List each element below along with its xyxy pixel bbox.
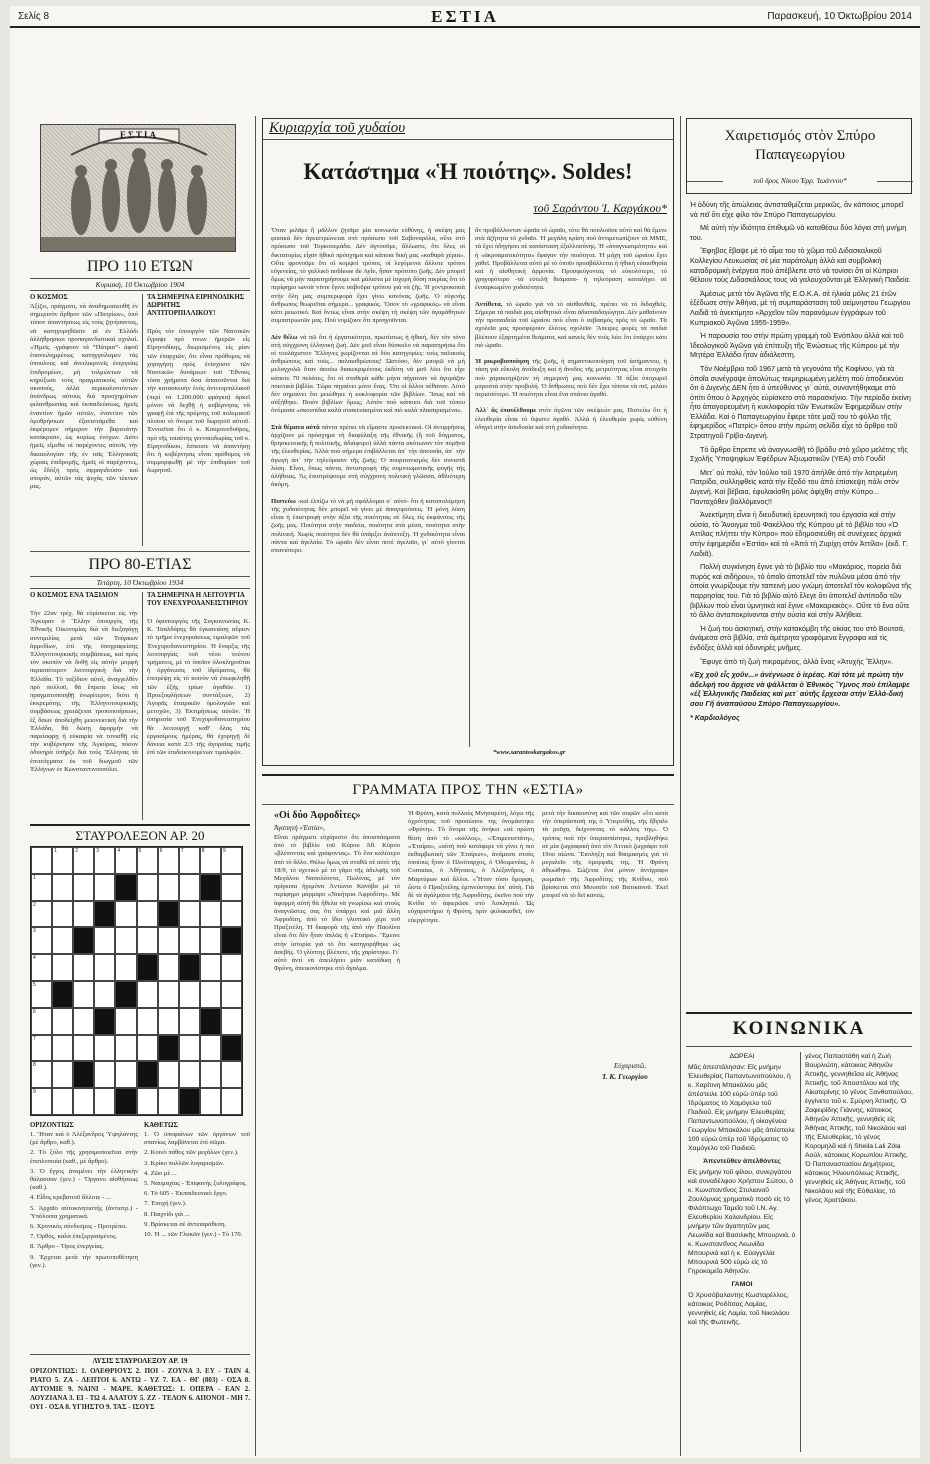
crossword-cell [158, 901, 179, 928]
before-110-left-head: Ο ΚΟΣΜΟΣ [30, 294, 68, 301]
tribute-footnote: * Καρδιολόγος [690, 712, 740, 722]
across-clue: 2. Τὸ ξύλο τῆς χρησιμοποιεῖται στὴν ἐπιπλοποιία (καθ., μὲ ἄρθρο). [30, 1149, 138, 1165]
crossword-cell [115, 981, 136, 1008]
crossword-across-head: ΟΡΙΖΟΝΤΙΩΣ [30, 1122, 74, 1129]
crossword-down-list [144, 1131, 250, 1349]
donations-head: ΔΩΡΕΑΙ [729, 1053, 755, 1060]
crossword-cell [158, 1061, 179, 1088]
crossword-cell [94, 954, 115, 981]
crossword-solution-title: ΛΥΣΙΣ ΣΤΑΥΡΟΛΕΞΟΥ ΑΡ. 19 [92, 1357, 188, 1365]
crossword-cell [200, 1035, 221, 1062]
tribute-p3: Ἔφηβος ἔβαψε μὲ τὸ αἷμα του τὸ χῶμα τοῦ Διδασκαλικοῦ Κολλεγίου Λευκωσίας σὲ μία παράτολμη ἀλλὰ καὶ συμβολικὴ καταδρομικὴ ἐνέργεια ποὺ ἀπέβλεπε στὸ νὰ τονίσει ὅτι οἱ Κύπριοι θέλουν τοὺς Διδασκάλους τους νὰ γαλουχοῦνται μὲ Ἑλληνικὴ Παιδεία. [690, 246, 911, 285]
crossword-cell: 8 [31, 1061, 52, 1088]
crossword-cell [52, 1088, 73, 1115]
article-col-b: ἂν προβάλλονταν ὡραῖα τὸ ὡραῖο, τότε θὰ πουλιοῦσε αὐτὸ καὶ θὰ ἔμενε στὰ ἀζήτητα τὸ χυδαῖο. Ἡ μεγάλη κρίση ποὺ ἀντιμετωπίζουν τὰ ΜΜΕ, τὰ ἔχει ὁδηγήσει σὲ κατάσταση ἐξαλλοσύνης. Ἡ «ἀναγνωσιμότητα» καὶ ἡ «ἀκροαματικότητα» ἔφαγαν τὴν ποιότητα. Ἡ μάχη τοῦ ὡραίου ἔχει χαθεῖ. Προβάλλεται αὐτὸ μὲ τὸ ὁποῖο προσβάλλεται ἡ ἠθικὴ εὐαισθησία καὶ ἡ αἰσθητικὴ ἁρμονία. Προσφεύγοντας τὸ εὐκολότερο, τὸ γρηγορότερο -τὰ εὐτελῆ θεάματα- ἡ τηλεόραση καταλήγει σὲ ἐνσαρκωμένο χυδαιότητα. Ἀντίθετα, τὸ ὡραῖο γιὰ νὰ τὸ αἰσθανθεῖς, πρέπει νὰ τὸ διδαχθεῖς. Σήμερα τὰ παιδιὰ μας αἰσθητικὰ εἶναι ἀδιαπαιδαγώγητα. Δὲν μαθαίνουν τὴν προπαιδεία τοῦ ὡραίου ποὺ εἶναι ὁ σεβασμὸς πρὸς τὸ ὡραῖο. Τὰ σχολεῖα μας προσφέρουν ἐλέους σχολεῖα· Ἄπειρες φορὲς τὰ παιδιὰ βλέπουν ἐξαρτημένα θεάματα, καὶ κανεὶς δὲν τοὺς λέει ὅτι ὑπάρχει κάτι πιὸ ὡραῖο. Ἡ μικροβιοποίηση τῆς ζωῆς, ἡ σημαντικοποίηση τοῦ ἀσήμαντου, ἡ τάση γιὰ εὔκολη ἀνάδειξη καὶ ἡ ἄνοδος τῆς μετριότητας εἶναι στοιχεῖα ποὺ χαρακτηρίζουν τὴ σημερινή μας κοινωνία. Ἡ ἀξία ὑποχωρεῖ μπροστὰ στὴν προβολή. Ὁ ἄνθρωπος ποὺ δὲν ἔχει τίποτα νὰ πεῖ, μιλάει περισσότερο. Ἡ ποιότητα εἶναι ἕνα σπάνιο ἀγαθό. Ἀλλ᾽ ἂς ἐπανέλθουμε στὸν ἀγῶνα τῶν σκέψεών μας. Πιστεύω ὅτι ἡ ἐλευθερία εἶναι τὸ ὕψιστο ἀγαθό. Ἀλλὰ ἡ ἐλευθερία χωρὶς εὐθύνη ὁδηγεῖ στὴν ἀσυδοσία καὶ στὴ χυδαιότητα. [475, 227, 667, 431]
down-clue: 7. Ἐποχή (γεν.). [144, 1200, 187, 1208]
crossword-cell [221, 981, 242, 1008]
letters-section [262, 774, 674, 1452]
crossword-cell: 5 [137, 847, 158, 874]
before-80-right-head: ΤΑ ΣΗΜΕΡΙΝΑ Η ΛΕΙΤΟΥΡΓΙΑ ΤΟΥ ΕΝΕΧΥΡΟΔΑΝΕΙΣΤΗΡΙΟΥ [147, 592, 249, 607]
crossword-cell [179, 901, 200, 928]
letter-salutation: Ἀγαπητή «Ἑστία», [274, 824, 325, 832]
crossword-cell: 2 [31, 901, 52, 928]
letter-col-a: Εἶναι πράγματι εὐχάριστο ὅτι ἀποσπάσματα ἀπὸ τὸ βιβλίο τοῦ Κύρου Ἀθ. Κύρου «βλέποντας καὶ γράφοντας». Τὸ ἔνα καλύτερο ἀπὸ τὸ ἄλλο. Θέλω ὅμως νὰ σταθῶ σὲ αὐτὸ τῆς 18/9, τὸ σχετικὸ μὲ τὸ γάμο τῆς ἀδελφῆς τοῦ Μεγάλου Ναπολέοντα, Πωλίνας, μὲ τὸν πρίγκιπα ἡγεμόνα Ἀντώνιο Κανόβα μὲ τὸ περίφημο μάρμαρο «Νικήτρια Ἀφροδίτη». Μὲ ἀφορμὴ αὐτὴ θὰ ἤθελα νὰ γνωρίσω καὶ στοὺς ἀναγνῶστες σας ὅτι ὑπάρχει καὶ μιὰ ἄλλη Ἀφροδίτη, ἀπὸ τὸ ἴδιο γλυπτικὸ χέρι τοῦ Πραξιτέλη. Ἡ διαφορὰ τῆς ἀπὸ τὴν Παολίνα εἶναι ὅτι δὲν ἦταν ἀπλῶς ἡ «Ἑταίρα». Ἔμεινε στὴν ἱστορία γιὰ τὸ ὅτι κατηγορήθηκε ὡς ἀσεβής. Ὁ γλύπτης βλέπετε, τῆς χαρίστηκε. Γι᾽ αὐτὸ ἀντὶ νὰ ἀπειλήσει μιὰν κατάδικη ἡ Φρύνη, ἀπεικονίστηκε στὸ ἄγαλμα. [274, 834, 400, 973]
crossword-cell [52, 1008, 73, 1035]
down-clue: 5. Ναυμαχίας - Ἐπιφανὴς ξυλογράφος. [144, 1180, 248, 1188]
crossword-cell [94, 1061, 115, 1088]
letter-sign-1: Εὐχαριστῶ, [614, 1062, 647, 1070]
crossword-cell [179, 981, 200, 1008]
crossword-cell [94, 1035, 115, 1062]
down-clue: 1. Ὁ ὑποφαίνων τῶν ὀργάνων τοῦ σπανίως λαμβάνεται ἐπὶ σῶμα. [144, 1131, 250, 1147]
down-clue: 8. Παιχνίδι γιὰ ... [144, 1210, 190, 1218]
crossword-cell [200, 927, 221, 954]
hestia-engraving [40, 124, 236, 252]
crossword-cell [200, 954, 221, 981]
crossword-cell [115, 954, 136, 981]
crossword-cell [179, 1035, 200, 1062]
crossword-cell [179, 874, 200, 901]
crossword-cell [221, 1008, 242, 1035]
crossword-cell: 7 [31, 1035, 52, 1062]
crossword-cell [52, 874, 73, 901]
social-left [688, 1052, 796, 1452]
tribute-box [686, 118, 912, 194]
crossword-cell [200, 874, 221, 901]
crossword-cell: 8 [200, 847, 221, 874]
crossword-cell [94, 1088, 115, 1115]
crossword-cell [200, 981, 221, 1008]
engraving-art [41, 125, 236, 252]
crossword-cell [94, 981, 115, 1008]
crossword-cell: 9 [31, 1088, 52, 1115]
article-col-a: Ὅταν μιλᾶμε ἢ μᾶλλον ζητᾶμε μία κοινωνία εὐθύνης, ἡ σκέψη μας φυσικὰ δὲν ἀγκιστρώνεται στὸ πρόσωπο τοῦ Σαβοναρόλα, οὔτε στὸ πρόσωπο τοῦ Τορκουεμάδα. Δὲν ἀγνοοῦμε, ἄλλωστε, ὅτι ὅλες οἱ δικτατορίες εἶχαν ἠθικὸ πρόσχημα καὶ κάποια δική μας «καθαρὰ χέρια». Οὔτε φρονοῦμε ὅτι οἱ κομψοὶ τρόποι, οἱ λεγόμενοι ἄλλοτε τρόποι εὐγενείας, τὸ γαλλικὸ noblesse de Ayle, ἦσαν πρότυπο ζωῆς. Δὲν μπορεῖ ὅμως νὰ μὴν παρατηρήσουμε καὶ μάλιστα μὲ ἰσχυρή δόση πικρίας ὅτι τὸ περίφημο savoir vivre ἔγινε σαβοῦρα τρόπου γιὰ νὰ ζῆς. Ἡ χοντροκοπιὰ στὴν ὅλη μας συμπεριφορὰ ἔχει γίνει κανόνας ζωῆς. Ὁ εὐγενὴς ἄνθρωπος θεωρεῖται σήμερα... γραφικός. Ὅσον τὸ «γραφικὸς» νὰ εἶναι κάτι μειωτικό. Καὶ ὄντως εἶναι στὴν σκέψη τὴ σκέψη τῶν ἀγαμάθητων συμπατριωτῶν μας. Ποὺ νομίζουν ὅτι προηγοῦνται. Δὲν θέλω νὰ πῶ ὅτι ἡ ἐργατικότητα, πρωτίστως ἡ ἠθική, δὲν τὸν τόνο στὴ σύγχρονη ἑλληνικὴ ζωή. Δὲν μοῦ εἶναι δύσκολο νὰ παρατηρήσω ὅτι οἱ τουλάχιστον Ἕλληνες χωρίζονται σὲ δύο κατηγορίες: τοὺς παλαιοὺς ἀνθρώπους καὶ τούς... παλαιοθρώπους! Ὡστόσο, δὲν μπορῶ νὰ μὴ μελαγχολῶ ὅταν ἀκούω διακεκριμένους ἐκδότη νὰ μοῦ λέει ὅτι εἶχε κάποτε 70 πελάτες, ὅτι οἱ σταθερὰ κάθε μήνα πήγαιναν νὰ ἀγοράζαν ποιοτικὰ βιβλία. Τώρα πηγαίνει μόνο ἕνας. Ὅτι οἱ ἄλλοι πέθαναν. Αὐτὸ δὲν σημαίνει ὅτι μειώθηκε ἡ κυκλοφορία τῶν βιβλίων. Ἴσως καὶ νὰ αὐξήθηκε. Ποιὸν βιβλίων ὅμως; Αὐτὸν ποὺ κάποιοι διὰ τοῦ τύπου ὁνόμασα «σκουπίδια καλά συσκευασμένα καὶ πιὸ καλὰ πλασαρισμένα». Στὰ θέματα αὐτά πάντα πρέπει νὰ εἴμαστε προσεκτικοί. Οἱ ἀντιρρήσεις ἀρχίζουν μὲ πρόσχημα τὴ διαφύλαξη τῆς ἐθνικῆς (ἢ τοῦ δόγματος, θρησκευτικῆς ἢ πολιτικῆς, ἀδιάφορο) ἀλλὰ πάντα σκότωναν τὸν πυρῆνα τῆς ἐλευθερίας. Ἀλλὰ ποὺ σήμερα ἐπιβάλλεται ἀπ᾽ τὴν ἀπουσία, ἀπ᾽ τὴν ἀγωγὴ ἀπ᾽ τὴν τηλεόρασιν τῆς ζωῆς; Ὁ πουριτανισμὸς δὲν συνιστᾶ λύση. Εἶναι, ὅπως πάντα, ἀντιστροφὴ τῆς συμπτωματικῆς φυγῆς τῆς ἀλήθειας. Ἂς ἐπιστρέψουμε στὴ σύγχρονη πολιτικὴ γλῶσσα, ἀθλιότερη ἀκόμη. Πιστεύω -καὶ ἐλπίζω τὸ νὰ μὴ σφάλλομαι σ᾽ αὐτό- ὅτι ἡ καταπολέμηση τῆς χυδαιότητας δὲν μπορεῖ νὰ γίνει μὲ ἀπαγορεύσεις. Ἡ μόνη λύση εἶναι ἡ ἐπιστροφὴ στὴν ἀξία τῆς ποιότητας σὲ ὅλες τὶς ἐκφάνσεις τῆς ζωῆς μας. Ποιότητα στὴν παιδεία, ποιότητα στὰ μέσα, ποιότητα στὴν πολιτική. Χωρὶς ποιότητα δὲν θὰ ὑπάρξει ἀνάπτυξη. Ἡ χυδαιότητα εἶναι πάντα καὶ ἀγελαία. Τὸ ὡραῖο δὲν εἶναι ποτὲ ἀγελαῖο, γι᾽ αὐτὸ γίνεται σπανιότερο. [271, 227, 465, 554]
crossword-grid [30, 846, 243, 1116]
crossword-cell [200, 1008, 221, 1035]
before-80-title: ΠΡΟ 80-ΕΤΙΑΣ [88, 556, 192, 573]
crossword-cell [73, 954, 94, 981]
crossword-cell [221, 927, 242, 954]
letter-subtitle: «Οἱ δύο Ἀφροδίτες» [274, 810, 361, 821]
tribute-p6: Τὸν Νοέμβριο τοῦ 1967 μετὰ τὰ γεγονότα τῆς Κοφίνου, γιὰ τὰ ὁποῖα συνέγραψε ἀπολύτως τεκμηριωμένη μελέτη ποὺ ἀποδεικνύει ὅτι ὁ Διγενὴς ΔΕΝ ἦτο ὁ ὑπεύθυνος γι᾽ αὐτά, συναντήθηκαμε στὸ ὀπίτι ὅπου ὁ Ἀρχηγὸς εὑρίσκετο στὸ παρασκήνιο. Τὴν περίοδο ἐκείνη ἦτο ἀπαγορευμένη ἡ κυκλοφορία τῶν Ἐνωτικῶν Ἐφημερίδων στὴν Ἑλλάδα. Καὶ ὁ Παπαγεωργίου ἔφερε τότε μαζί του τὸ φύλλο τῆς ἐφημερίδος «Πατρίς» ὅπου στὴν πρώτη σελίδα εἶχε τὸ ἄρθρο τοῦ Στρατηγοῦ Γρίβα-Διγενή. [690, 363, 911, 441]
crossword-cell [73, 901, 94, 928]
across-clue: 5. Ἀρχαῖο αὐτοκινητιστής (ἀντιστρ.) - Ὑπόλοιπα χρηματικά. [30, 1204, 138, 1220]
crossword-cell: 6 [158, 847, 179, 874]
tribute-byline: τοῦ δρος Νίκου Έρρ. Ἰωάννου* [753, 176, 847, 185]
weddings-head: ΓΑΜΟΙ [731, 1281, 753, 1288]
tribute-title: Χαιρετισμός στὸν Σπύρο Παπαγεωργίου [724, 128, 876, 163]
down-clue: 6. Τὸ 605 - Ἐκπαιδευτικὸ ἔργο. [144, 1190, 228, 1198]
tribute-p10: Πολλὴ συγκίνηση ἔγινε γιὰ τὸ βιβλίο του «Μακάριος, πορεία διὰ πυρὸς καὶ σιδήρου», τὸ ὁποῖο ἀποτελεῖ τὸν πυλῶνα μέσα ἀπὸ τὴν ὁποία γνωρίζουμε τὴν ταπεινὴ μου γνώμη ἀποτελεῖ τὸν κολοφῶνα τῆς παρρησίας του. Γιὰ τὸ βιβλίο αὐτὸ ἔλεγε ὅτι ἀποτελεῖ ἀντίποδα τῶν βιβλίων ποὺ εἶναι ὑμνητικὰ καὶ ἔγινε «Μακαριακός». Οὔτε τὸ ἕνα οὔτε τὸ ἄλλο ἀνταποκρίνονται στὴν οὐσία καὶ στὴν Ἀλήθεια. [690, 562, 912, 620]
crossword-cell [221, 1035, 242, 1062]
crossword-cell [137, 901, 158, 928]
crossword-cell [115, 1061, 136, 1088]
memorial-body: Εἰς μνήμην τοῦ φίλου, συνεργάτου καὶ συναδέλφου Χρήστου Σώτου, ὁ κ. Κωνσταντῖνος Στυλιανοῦ Ζουλόμνας χρηματικὸ ποσὸ εἰς τὸ Φιλόπτωχο Ταμεῖο τοῦ Ι.Ν. Αγ. Ελευθερίου Χαλανδρίου. Εἰς μνήμην τῶν ἀγαπητῶν μας Λεωνίδα καὶ Βασιλικῆς Μπουρνιά, ὁ κ. Κωνσταντῖνος Λεωνίδα Μπουρνιά καὶ ἡ κ. Εὐαγγελία Μπουρνιά 500 εὐρὼ εἰς τὸ Γηροκομεῖο Ἀθηνῶν. [688, 1169, 796, 1275]
page-number: Σελίς 8 [18, 11, 50, 22]
crossword-cell [158, 954, 179, 981]
crossword-cell [73, 1088, 94, 1115]
crossword-cell [31, 847, 52, 874]
article-footnote: *www.sarantoskargakos.gr [493, 749, 566, 756]
crossword-cell: 3 [31, 927, 52, 954]
crossword-solution: ΟΡΙΖΟΝΤΙΩΣ: 1. ΟΛΕΘΡΙΟΥΣ 2. ΠΟΙ - ΖΟΥΝΑ 3. ΕΥ - ΤΑΙΝ 4. ΡΙΑΤΟ 5. ΖΑ - ΛΕΠΤΟΙ 6. ΑΝΤΩ - ΥΖ 7. ΕΑ - ΘΓ (803) - ΟΣΑ 8. ΑΥΤΟΜΙΕ 9. ΝΑΙΝΙ - ΜΑΡΕ. ΚΑΘΕΤΩΣ: 1. ΟΠΕΡΑ - ΕΑΝ 2. ΛΟΥΖΙΑΝΑ 3. ΕΙ - ΤΩ 4. ΑΛΑΤΟΥ 5. ΖΖ - ΤΕΛΟΝ 6. ΑΠΟΝΟΙ - ΜΗ 7. ΟΥΙ - ΟΣΑ 8. ΥΓΙΗΣΤΟ 9. ΤΑΣ - ΙΣΟΥΣ [30, 1367, 250, 1411]
letter-col-c: μετὰ τὴν δικαιοσύνη καὶ τῶν σοφῶν «ὅτι κατὰ τὴν ὑπεράσπισή της ὁ Ὑπερείδης, τῆς ἔβγαλε τὰ ροῦχα, δείχνοντας τὸ κάλλος της». Ὁ τρόπος ποὺ τὴν ὑπερασπίστηκε, προβληθήκε σὲ μία ζωγραφικὴ ἀπὸ τὸν Ἀττικὸ ζωγράφο τοῦ 19ου αἰώνα. Ἔκπληξη καὶ θαυμασμὸς γιὰ τὸ μεγαλεῖο τῆς ὁμορφιᾶς της. Ἡ Φρύνη ἀθωώθηκε. Σώζεται ἕνα μόνον ἀντίγραφο ρωμαϊκὸ τῆς Ἀφροδίτης τῆς Κνίδου, ποὺ βρίσκεται στὸ Μουσεῖο τοῦ Βατικανοῦ. Ἐκεῖ μπορεῖ νὰ τὸ δεῖ κανείς. [542, 810, 668, 900]
crossword-cell [73, 1061, 94, 1088]
crossword-cell [158, 1008, 179, 1035]
crossword-cell: 7 [179, 847, 200, 874]
crossword-cell [221, 1088, 242, 1115]
weddings-body: Ὁ Χρυσόβαλαντης Κωσταρέλλος, κάτοικος Ροδίτσας Λαμίας, γεννηθεὶς εἰς Λαμία, τοῦ Νικολάου καὶ τῆς Φωτεινῆς. [688, 1292, 790, 1326]
crossword-cell [137, 1035, 158, 1062]
crossword-cell [73, 981, 94, 1008]
crossword-cell [179, 927, 200, 954]
crossword-cell [179, 1088, 200, 1115]
crossword-cell [221, 874, 242, 901]
crossword-cell: 3 [94, 847, 115, 874]
before-80-date: Τετάρτη, 10 Όκτωβρίου 1934 [96, 578, 184, 587]
across-clue: 8. Ἄρθρο - Ὅρος ἐνεργείας. [30, 1243, 104, 1251]
before-110-date: Κυριακή, 10 Όκτωβρίου 1904 [95, 280, 185, 289]
crossword-cell [179, 1008, 200, 1035]
tribute-quote: «Ἐχ χοῦ εἷς χοῦν...» ἀνέγνωσε ὁ ἱερέας. Καὶ τότε μὲ πρώτη τὴν ἀδελφή του ἄρχισε νὰ ψάλλεται ὁ Ἐθνικὸς Ὕμνος ποὺ ἐπίλαμψε «ἐξ Ἑλληνικῆς Παιδείας καὶ μετ᾽ αὐτῆς ἔρχεσαι στὴν Ἑλλά-δική σου Γῆ ἀναπαύσου Σπύρο Παπαγεωργίου». [690, 670, 910, 708]
issue-date: Παρασκευή, 10 Όκτωβρίου 2014 [767, 11, 912, 22]
crossword-cell [221, 954, 242, 981]
letter-sign-2: Ἰ. Κ. Γεωργίου [602, 1072, 648, 1081]
crossword-cell [137, 1061, 158, 1088]
crossword-cell [137, 927, 158, 954]
crossword-cell [94, 901, 115, 928]
across-clue: 9. Ἐρχεται μετὰ τὴν πρωτοποθέτηση (γεν.). [30, 1253, 138, 1269]
crossword-cell [73, 1035, 94, 1062]
crossword-cell [158, 1088, 179, 1115]
crossword-cell [137, 1088, 158, 1115]
letter-col-b: Ἡ Φρύνη, κατὰ πολλοὺς Μνησαρέτη, λόγω τῆς ὀχρότητας τοῦ προσώπου της ὀνομάστηκε «Φρύνη». Τὸ ὄνομα τῆς ἀνήκει «σὲ πρώτη θέση ἀπὸ τὸ «κάλλος», «Ἐπιμενεστάτη», «Ἑταίρα», «αὐτή ποὺ κατάφερε νὰ γίνει ἡ πιὸ ἐκθαμβωτικὴ τῶν Ἑταίρων», ἀνάμεσα στοὺς ὁποίους ἦταν ὁ Πλούταρχος, ὁ Ὀδοιμενέας, ὁ Cornutus, ὁ Ἀθήναιος, ὁ Ἀλέξανδρος, ὁ Μαρτύρων καὶ ἄλλοι. «Ἦταν τόσο ὄμορφη, ὥστε ὁ Πραξιτέλης ἐμπνεύστηκε ἀπ᾽ αὐτὴ. Γιὰ δὲ τὰ ἀγάλματα τῆς Ἀφροδίτης, ἐκεῖνο ποὺ τὴν Κνίδα τὸ ἀφιερώσε στὸ Ἀσκληπιό. Ὡς εὐχαριστήριο ἡ Φρύνη, πρὶν φυλακισθεῖ, τὸν εὐεργέτησε. [408, 810, 534, 924]
crossword-cell [115, 927, 136, 954]
crossword-cell [200, 901, 221, 928]
crossword-cell [94, 927, 115, 954]
before-110-right-body: Πρὸς τὸν ὑπουργὸν τῶν Ναυτικῶν ἔγραψε πρό τινων ἡμερῶν εἷς Εἰρηνοδίκης, διωρισμένος εἰς μίαν τῶν ἐπαρχιῶν, ὅτι εἶναι πρόθυμος νὰ χορηγήσῃ πρὸς ἐνίσχυσιν τῶν Ναυτικῶν δυνάμεων τοῦ Ἔθνους τόσα χρήματα ὅσα ἀπαιτοῦνται διὰ τὴν κατασκευὴν ἑνὸς ἀντιτορπιλλικοῦ (περί τά 1.200.000 φράγκα) ἀρκεῖ μόνον νὰ δεχθῇ ἡ κυβέρνησις νὰ γραφῇ ἐπὶ τῆς πρύμνης τοῦ πολεμικοῦ πλοίου τὸ ὄνομα τοῦ δωρητοῦ αὐτοῦ. Ἐννοεῖται ὅτι ὁ κ. Κουμουνδοῦρος, πρὸ τῆς τοιαύτης γενναιοδωρίας τοῦ κ. Εἰρηνοδίκου, ἔσπευσε νὰ ἀπαντήσῃ ὅτι ἡ κυβέρνησις εἶναι πρόθυμος νὰ συμμορφωθῇ μὲ τὴν ἐπιθυμίαν τοῦ δωρητοῦ. [147, 328, 250, 475]
crossword-cell [52, 981, 73, 1008]
tribute-p9: Ἀνεκτίμητη εἶναι ἡ διευδυτικὴ ἐρευνητικὴ του ἐργασία καὶ στὴν οὐσία, τὸ Ἄνοιγμα τοῦ Φακέλλου τῆς Κύπρου μὲ τὸ βιβλίο του «Ὁ Αττίλας πλήττει τὴν Κύπρο» ποὺ ἐδημοσιεύθη σὲ συνέχειες ἀρχικὰ στὴν ἐφημερίδα «Ἑστία» καὶ τὸ «Ἀπὸ τὴ Ζυρίχη στὸν Ἀττίλα» (ἐκδ. Γ. Λαδιᾶ). [690, 510, 908, 558]
crossword-cell: 1 [31, 874, 52, 901]
crossword-cell [179, 954, 200, 981]
crossword-cell [94, 874, 115, 901]
before-80-left-head: Ο ΚΟΣΜΟΣ ΕΝΑ ΤΑΞΙΔΙΟΝ [30, 592, 119, 599]
crossword-cell [52, 1035, 73, 1062]
tribute-p5: Ἡ παρουσία του στὴν πρώτη γραμμὴ τοῦ Ἐνόπλου ἀλλὰ καὶ τοῦ Ἰδεολογικοῦ Ἀγῶνα γιὰ ἐπίτευξη τῆς Ἑνώσεως τῆς Κύπρου μὲ τὴν Μητέρα Ἑλλάδα ἦταν ἀδιάλειπτη. [690, 331, 904, 360]
crossword-cell [115, 901, 136, 928]
tribute-p12: Ἔφυγε ἀπὸ τὴ ζωὴ πικραμένος, ἀλλὰ ἔνας «Ἀτυχὴς Ἕλλην». [700, 656, 894, 666]
masthead: ΕΣΤΙΑ [431, 7, 499, 26]
down-clue: 3. Κρίκο πολλῶν λογαρισμῶν. [144, 1159, 225, 1167]
crossword-cell [137, 954, 158, 981]
memorial-head: Ἀπεντεῦθεν ἀπελθόντες [703, 1158, 781, 1165]
crossword-cell [221, 1061, 242, 1088]
section-title: Κυριαρχία τοῦ χυδαίου [269, 120, 406, 136]
page-header [10, 6, 920, 28]
crossword-cell [115, 1035, 136, 1062]
down-clue: 4. Ζῶο μὲ ... [144, 1169, 177, 1177]
down-clue: 9. Βρίσκεται σὲ ἀντιπαράθεση. [144, 1220, 227, 1228]
newspaper-page [10, 6, 920, 1458]
before-110-right-head: ΤΑ ΣΗΜΕΡΙΝΑ ΕΙΡΗΝΟΔΙΚΗΣ ΔΩΡΗΤΗΣ ΑΝΤΙΤΟΡΠΙΛΛΙΚΟΥ! [147, 294, 245, 317]
crossword-cell: 4 [115, 847, 136, 874]
crossword-cell [158, 981, 179, 1008]
across-clue: 3. Ὁ ἔγγος ἀναμένει τὴν ἐλληνικὴν θάλασσαν (γεν.) - Ὄργανο αἰσθήσεως (καθ.). [30, 1167, 138, 1192]
before-110-left-body: Άξίζει, πράγματι, νά ἀναδημοσιευθῆ ἐν σημερινὸν ἄρθρον τῶν «Πατρίων», ὑπό τύπον ἀπαντήσεως εἰς τοὺς ζητήσαντας, νὰ κατηγορηθῶσιν αἱ ἐν Ἑλλάδι ἀλλήθρησκοι προπαγανδιστικαὶ σχολαί. «Ἡμεῖς -γράφουν τά “Πάτρια”- ἀφοῦ ἐπανειλημμένως κατηγγείλαμεν τάς ὑπουλους καὶ ἀνειλικρινεῖς ἐνεργείας ἐπιδρομέων, μή τολμώντων νὰ κηρύξωσι τοὺς πραγματικοὺς αὐτῶν σκοπούς, ἀλλὰ περικαλυπτόντων ἀνάνδρως αὐτοὺς διὰ προσχημάτων φιλανθρωπίας καὶ ἐκπαιδεύσεως, ἡμεῖς ἐναντίον ἡμῶν αὐτῶν, ἐναντίον τῶν ὁμοθρήσκων ἐξανιστάμεθα καὶ ἐκφέρομεν σήμερον τὴν βαρυτάτην κατάκρισιν, ὡς κυρίως ἐνόχων. Διότι ἡμεῖς εἴμεθα οἱ παρέχοντες αὐτοῖς τὴν δικαιολογίαν τῆς ἐν ταῖς Ἑλληνικαῖς χώραις ἐπιδρομῆς, ἡμεῖς οἱ παρέχοντες, ὡς ἔδόξη πρός σφραγιδεύσιν καὶ σποράν, αὐτῶν τὰς ψυχὰς τῶν τέκνων μας. [30, 303, 138, 491]
across-clue: 4. Εἶδος κρεβατιοῦ ἄλλοτε - ... [30, 1194, 111, 1202]
down-clue: 2. Κοινὸ πάθος τῶν μεγάλων (γεν.). [144, 1149, 239, 1157]
crossword-cell [115, 1008, 136, 1035]
before-80-right-body: Ὁ ὑφυπουργὸς τῆς Συγκοινωνίας Κ. Κ. Τσαλδάρης θὰ ἐγκαινιάσῃ αὔριον τὸ τμῆμα ἐνεχυριάσεως τιμαλφῶν τοῦ Ἐνεχυροδανειστηρίου. Ἡ ἔναρξις τῆς λειτουργίας τοῦ νέου τούτου τμήματος, μὲ τὸ ὁποῖον ὁλοκληροῦται ἡ ὀργάνωσις τοῦ ἱδρύματος, θὰ ἐπιτρέψῃ εἰς τὸ κοινὸν νὰ ἐπωφεληθῇ τῶν ἑξῆς τρίων ἀγαθῶν. 1) Προεξοφλήσεων συντάξεων, 2) Ἀγορᾶς ἑταιρικῶν ὁμολογιῶν καὶ μετοχῶν, 3) Ἐκτιμήσεως αὐτῶν. Ἡ ὑπηρεσία τοῦ Ἐνεχυροδανειστηρίου θὰ λειτουργῇ καθ' ὅλας τὰς ἐργασίμους ἡμέρας, θὰ ἐχορηγῇ δὲ δάνεια κατὰ 2/3 τῆς ἀγοραίας τιμῆς ἐπὶ τῶν ἐπιδεικνυομένων τιμαλφῶν. [147, 618, 250, 757]
across-clue: 1. Ἤταν καὶ ὁ Ἀλέξανδρος Ὑψηλάντης (μὲ ἄρθρο, καθ.). [30, 1131, 138, 1147]
crossword-cell [200, 1061, 221, 1088]
crossword-cell [158, 874, 179, 901]
crossword-cell [158, 927, 179, 954]
crossword-cell: 9 [221, 847, 242, 874]
crossword-cell [52, 1061, 73, 1088]
article-byline: τοῦ Σαράντου Ἰ. Καργάκου* [533, 201, 667, 215]
tribute-body [690, 200, 912, 950]
crossword-cell [137, 981, 158, 1008]
across-clue: 7. Ὀρθός, καλὰ ἐπεξεργασμένος. [30, 1233, 118, 1241]
crossword-cell: 5 [31, 981, 52, 1008]
social-title: ΚΟΙΝΩΝΙΚΑ [732, 1018, 866, 1039]
crossword-cell [73, 1008, 94, 1035]
crossword-cell [221, 901, 242, 928]
crossword-across-list [30, 1131, 138, 1349]
crossword-cell [115, 874, 136, 901]
crossword-cell [115, 1088, 136, 1115]
crossword-cell [158, 1035, 179, 1062]
crossword-cell: 6 [31, 1008, 52, 1035]
crossword-cell [73, 874, 94, 901]
crossword-cell [52, 954, 73, 981]
crossword-cell [137, 874, 158, 901]
crossword-cell [52, 927, 73, 954]
crossword-cell: 2 [73, 847, 94, 874]
crossword-cell: 4 [31, 954, 52, 981]
crossword-cell [179, 1061, 200, 1088]
crossword-cell [73, 927, 94, 954]
crossword-title: ΣΤΑΥΡΟΛΕΞΟΝ ΑΡ. 20 [75, 828, 205, 843]
before-80-left-body: Τὴν 22αν τρέχ. θὰ εὑρίσκεται εἰς τὴν Ἄγκυραν ὁ Ἕλλην ὑπουργὸς τῆς Ἐθνικῆς Οἰκονομίας διὰ νὰ διεξαγάγῃ συνομιλίας μετὰ τῶν Τούρκων ἀρμοδίων, ἐπὶ τῆς ὑπογραφείσης Ἑλληνοτουρκικῆς συμβάσεως, καὶ πρὸς τὸν σκοπὸν νὰ δοθῇ εἰς αὐτὴν μορφὴ περισσότερον λειτουργικὴ διὰ τὴν Ἑλλάδα. Τὸ ταξίδιον αὐτό, ἀναγγελθὲν πρὸ πολλοῦ, θὰ ἔπρεπε ἴσως νὰ πραγματοποιηθῇ ἐνωρίτερον, διότι ἡ ἐκκρεμότης τῆς Ἑλληνοτουρκικῆς συμβάσεως χρειάζεται τροποποιήσεων, ἐξ ὅσων ἀποδείχθη μειονεκτικὴ διὰ τὴν Ἑλλάδα, θὰ δώσῃ ἀφορμὴν νὰ παρείσφρῃ ἡ εὐκαιρία νὰ τονισθῇ εἰς τὴν κυβέρνησιν τῆς Ἀγκύρας, πόσον ὀδυνηρὰ ὑπῆρξε διὰ τοὺς Ἕλληνας τὰ ἐπιτεύγματα ἐκ τοῦ διωγμοῦ τῶν Ἑλλήνων ἐν Κωνσταντινουπόλει. [30, 610, 138, 773]
main-article [262, 118, 674, 766]
tribute-p7: Τὸ ἄρθρο ἔπρεπε νὰ ἀναγνωσθῇ τὸ βράδυ στὸ χῶρο μελέτης τῆς Σχολῆς Ὑποψηφίων Ἐφέδρων Ἀξιωματικῶν (ΥΕΑ) στὸ Γουδί! [690, 444, 908, 464]
crossword-cell [52, 901, 73, 928]
crossword-cell [137, 1008, 158, 1035]
before-110-title: ΠΡΟ 110 ΕΤΩΝ [86, 258, 194, 275]
social-right: γένος Παπαστάθη καὶ ἡ Ζωὴ Βουρλιώτη, κάτοικος Ἀθηνῶν Ἀττικῆς, γεννηθεῖσα εἰς Ἀθήνας Ἀττικῆς, τοῦ Ἀποστόλου καὶ τῆς Αἰκατερίνης τὸ γένος Ξανθοπούλου, ἐγγίνετο τοῦ κ. Σμύρνη Ἀττικῆς. Ὁ Ζαφειρίδης Γιάννης, κάτοικος Ἀθηνῶν Ἀττικῆς, γεννηθεὶς εἰς Ἀθήνας Ἀττικῆς, τοῦ Νικολάου καὶ τῆς Ἐλευθερίας, τὸ γένος Κορομηλᾶ καὶ ἡ Sheila Lali Zóla Aoύλ, κάτοικος Κορωπίου Ἀττικῆς. Ὁ Παπαναστασίου Δημήτριος, κάτοικος Ἡλιουπόλεως Ἀττικῆς, γεννηθεὶς εἰς Ἀθήνας Ἀττικῆς, τοῦ Νικολάου καὶ τῆς Εὐθαλίας, τὸ γένος Χριστάκου. [805, 1053, 913, 1204]
donations-body: Μᾶς ἀπεστάλησαν: Εἰς μνήμην Ἐλευθερίας Παπαντωνοπούλου, ἡ κ. Χαρίτινη Μπακάλου μᾶς ἀπέστειλε 100 εὐρὼ ὑπὲρ τοῦ Ἱδρύματος τὸ Χαμόγελο τοῦ Παιδιοῦ. Εἰς μνήμην Ἐλευθερίας Παπαντωνοπούλου, ἡ οἰκογένεια Γεωργίου Μπακάλου μᾶς ἀπέστειλε 100 εὐρὼ ὑπὲρ τοῦ Ἱδρύματος τὸ Χαμόγελο τοῦ Παιδιοῦ. [688, 1064, 795, 1152]
crossword-down-head: ΚΑΘΕΤΩΣ [144, 1122, 178, 1129]
tribute-p8: Μετ᾽ οὐ πολύ, τὸν Ἰούλιο τοῦ 1970 ἀπήλθε ἀπὸ τὴν λατρεμένη Πατρίδα, συλληφθεὶς κατὰ τὴν ἔξοδό του ἀπὸ ἐπίσκεψη πάλι στὸν Διγενή. Καὶ βέβαια, ἐφυλακίσθη μόλις ἀφίχθη στὴν Κύπρο... Πανταχόθεν βαλλόμενος!! [690, 467, 899, 506]
crossword-cell: 1 [52, 847, 73, 874]
article-headline: Κατάστημα «Ἡ ποιότης». Soldes! [303, 159, 633, 184]
across-clue: 6. Χρονικὸς σύνδεσμος - Προτρέπει. [30, 1223, 128, 1231]
crossword-cell [200, 1088, 221, 1115]
down-clue: 10. Ἡ ... τῶν Γλυκῶν (γεν.) - Τὸ 170. [144, 1231, 243, 1239]
tribute-p11: Ἡ ζωή του ἀσκητική, στὴν κατακόμβη τῆς οἰκίας του στὸ Βουτσά, ἀνάμεσα στὰ βιβλία, στὰ ἀμέτρητα γραφόμενα ἔγγραφα καὶ τὶς ἐνδόξες ἀλλὰ καὶ ὀδυνηρὲς μνῆμες. [690, 623, 905, 652]
engraving-logo-text: ΕΣΤΙΑ [120, 130, 158, 140]
crossword-cell [94, 1008, 115, 1035]
tribute-p4: Ἀμέσως μετὰ τὸν Ἀγῶνα τῆς Ε.Ο.Κ.Α. σὲ ἡλικία μόλις 21 ἐτῶν ἐξέδωσε στὴν Ἀθήνα, μὲ τὴ συμπαράσταση τοῦ αείμνηστου Γεωργίου Λαδιᾶ τὸ ἀνεκτίμητο «Ἀρχεῖον τῶν παρανόμων ἐγγράφων τοῦ Κυπριακοῦ Ἀγῶνα 1955-1959». [690, 288, 911, 327]
tribute-p2: Μὲ αὐτὴ τὴν ἰδιότητα ἐπιθυμῶ νὰ καταθέσω δύο λόγια στὴ μνήμη του. [690, 223, 907, 242]
letters-title: ΓΡΑΜΜΑΤΑ ΠΡΟΣ ΤΗΝ «ΕΣΤΙΑ» [352, 782, 584, 798]
tribute-p1: Ἡ ὀδύνη τῆς ἀπώλειας ἀντισταθμίζεται μερικῶς, ἂν κάποιος μπορεῖ νὰ πεῖ ὅτι εἶχε φίλο τὸν Σπύρο Παπαγεωργίου. [690, 200, 904, 219]
